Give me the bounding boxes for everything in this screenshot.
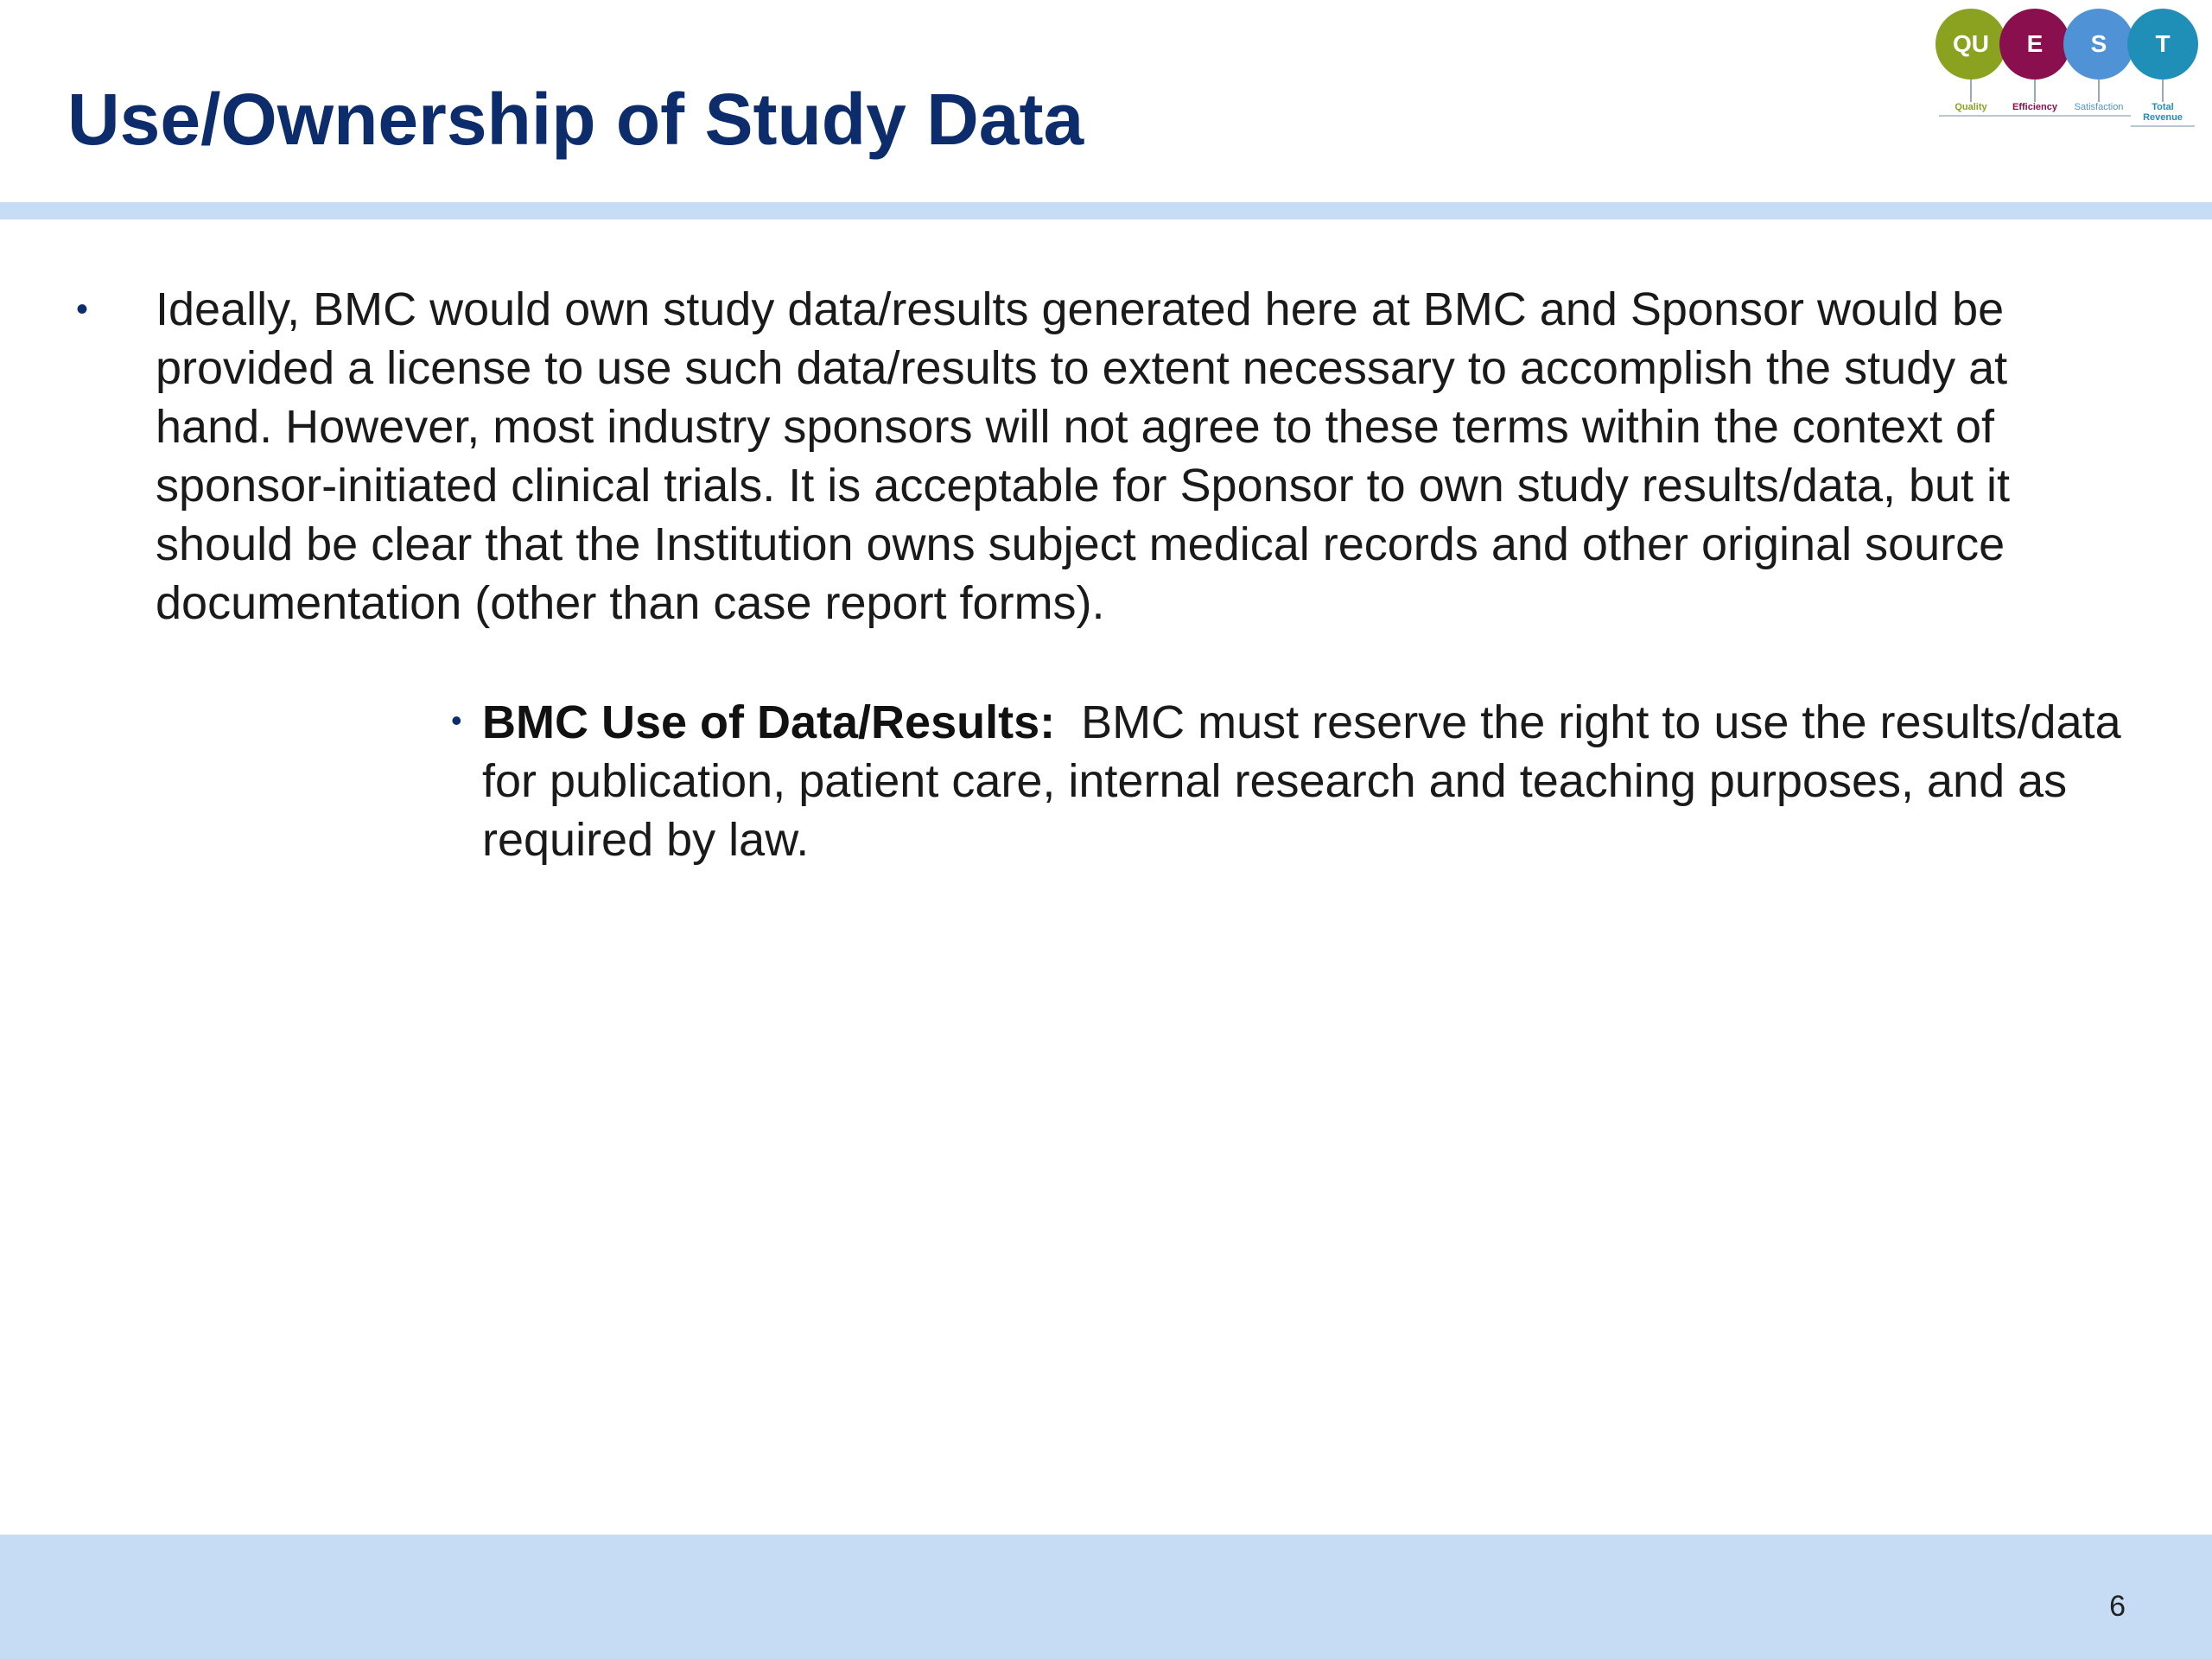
logo-circle-total-revenue: T xyxy=(2127,9,2198,79)
quest-logo xyxy=(1922,5,2212,135)
logo-circle-efficiency: E xyxy=(1999,9,2070,79)
sub-bullet-body: BMC must reserve the right to use the results/data for publication, patient care, internal research and teaching purposes, and as required by law. xyxy=(482,696,2121,866)
logo-stem xyxy=(2162,79,2164,102)
title-divider xyxy=(0,202,2212,219)
logo-caption-satisfaction: Satisfaction xyxy=(2067,102,2131,117)
logo-caption-total-revenue: Total Revenue xyxy=(2131,102,2195,127)
logo-circle-satisfaction: S xyxy=(2063,9,2134,79)
logo-stem xyxy=(2098,79,2100,102)
slide-title: Use/Ownership of Study Data xyxy=(67,79,1084,160)
logo-stem xyxy=(2034,79,2036,102)
logo-stem xyxy=(1970,79,1972,102)
logo-caption-quality: Quality xyxy=(1939,102,2003,117)
footer-band xyxy=(0,1535,2212,1659)
sub-bullet-text xyxy=(482,693,2124,869)
bullet-marker: • xyxy=(76,290,89,328)
page-number: 6 xyxy=(2109,1590,2126,1623)
logo-caption-efficiency: Efficiency xyxy=(2003,102,2067,117)
bullet-text: Ideally, BMC would own study data/results generated here at BMC and Sponsor would be provided a license to use such data/results to extent necessary to accomplish the study at hand. However, most industry sponsors will not agree to these terms within the context of sponsor-initiated clinical trials. It is acceptable for Sponsor to own study results/data, but it should be clear that the Institution owns subject medical records and other original source documentation (other than case report forms). xyxy=(156,283,2011,629)
sub-bullet-marker: • xyxy=(451,702,462,738)
sub-bullet-lead: BMC Use of Data/Results: xyxy=(482,696,1056,748)
logo-circle-quality: QU xyxy=(1936,9,2006,79)
